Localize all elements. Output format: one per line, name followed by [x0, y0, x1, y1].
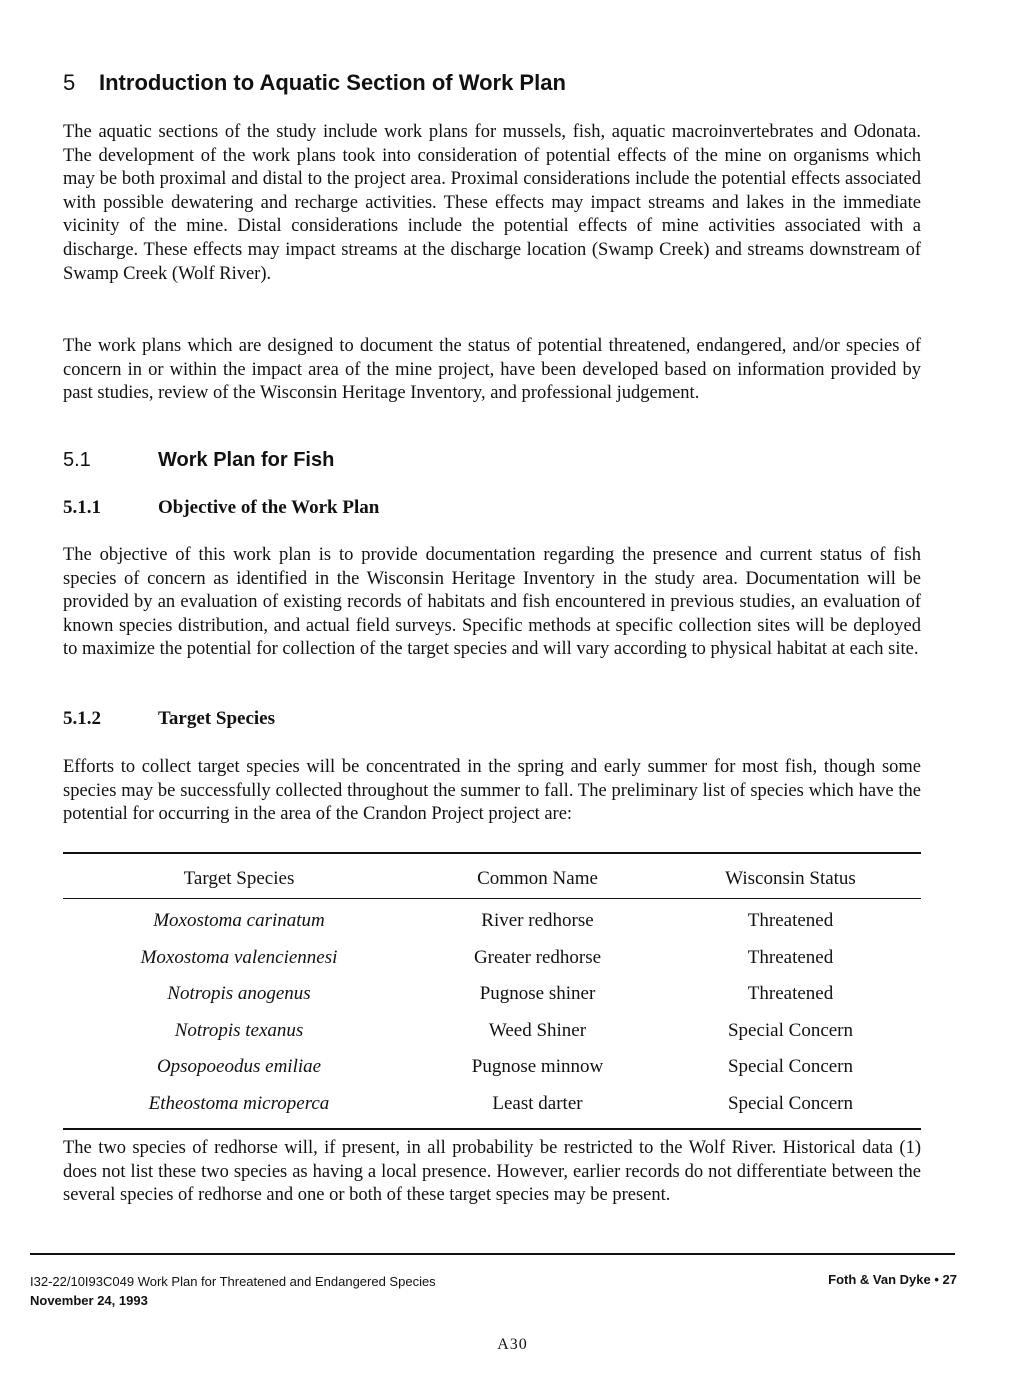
- common-name-cell: Pugnose minnow: [471, 1056, 604, 1077]
- objective-paragraph: The objective of this work plan is to provide documentation regarding the presence and current status of fish species of concern as identified in the Wisconsin Heritage Inventory in the study area. Documentation will be provided by an evaluation of existing records of habitats and fish encountered in previous studies, an evaluation of known species distribution, and actual field surveys. Specific methods at specific collection sites will be deployed to maximize the potential for collection of the target species and will vary according to physical habitat at each site.: [63, 545, 921, 660]
- species-cell: Notropis texanus: [174, 1019, 304, 1041]
- species-cell: Moxostoma carinatum: [153, 910, 325, 931]
- species-cell: Moxostoma valenciennesi: [140, 946, 338, 968]
- subsection-title: Target Species: [158, 708, 275, 729]
- table-row: [63, 1049, 921, 1086]
- column-header: Wisconsin Status: [725, 868, 856, 889]
- table-bottom-rule: [63, 1128, 921, 1130]
- status-cell: Special Concern: [727, 1056, 854, 1077]
- page-mark: A30: [497, 1336, 528, 1353]
- footer-firm-page: Foth & Van Dyke • 27: [828, 1272, 957, 1287]
- species-table: [63, 852, 921, 1130]
- table-header-rule: [63, 898, 921, 899]
- work-plans-paragraph: The work plans which are designed to document the status of potential threatened, endangered, and/or species of concern in or within the impact area of the mine project, have been developed based on information provided by past studies, review of the Wisconsin Heritage Inventory, and professional judgement.: [63, 336, 921, 404]
- section-heading: [63, 70, 566, 96]
- subsection-number: 5.1: [63, 449, 91, 471]
- common-name-cell: Weed Shiner: [488, 1019, 587, 1041]
- column-header: Common Name: [477, 868, 598, 889]
- table-row: [63, 903, 921, 940]
- subsection-heading-5-1: [63, 449, 334, 472]
- status-cell: Threatened: [747, 910, 834, 931]
- subsection-title: Objective of the Work Plan: [158, 497, 380, 518]
- footer-date: November 24, 1993: [30, 1293, 148, 1308]
- subsection-number: 5.1.1: [63, 497, 101, 518]
- footer-left: [30, 1272, 436, 1310]
- section-number: 5: [63, 70, 76, 95]
- subsection-heading-5-1-1: [63, 497, 379, 519]
- redhorse-paragraph: The two species of redhorse will, if present, in all probability be restricted to the Wolf River. Historical data (1) does not list these two species as having a local presence. However, earlier records do not differentiate between the several species of redhorse and one or both of these target species may be present.: [63, 1138, 921, 1206]
- table-top-rule: [63, 852, 921, 854]
- status-cell: Special Concern: [727, 1092, 854, 1114]
- common-name-cell: Pugnose shiner: [479, 983, 596, 1004]
- common-name-cell: River redhorse: [481, 910, 594, 931]
- footer-rule: [30, 1253, 955, 1255]
- section-title: Introduction to Aquatic Section of Work Plan: [99, 70, 566, 95]
- table-row: [63, 1086, 921, 1123]
- species-cell: Etheostoma microperca: [148, 1092, 330, 1114]
- subsection-title: Work Plan for Fish: [158, 449, 335, 471]
- species-cell: Notropis anogenus: [167, 983, 311, 1004]
- status-cell: Threatened: [747, 946, 834, 968]
- table-row: [63, 976, 921, 1013]
- common-name-cell: Greater redhorse: [473, 946, 602, 968]
- status-cell: Special Concern: [727, 1019, 854, 1041]
- status-cell: Threatened: [747, 983, 834, 1004]
- target-paragraph: Efforts to collect target species will be concentrated in the spring and early summer for most fish, though some species may be successfully collected throughout the summer to fall. The preliminary list of species which have the potential for occurring in the area of the Crandon Project project are:: [63, 757, 921, 825]
- table-header-row: [63, 864, 921, 894]
- subsection-heading-5-1-2: [63, 708, 275, 730]
- common-name-cell: Least darter: [492, 1092, 583, 1114]
- table-row: [63, 1013, 921, 1050]
- subsection-number: 5.1.2: [63, 708, 101, 729]
- footer-doc-id: I32-22/10I93C049 Work Plan for Threatened and Endangered Species: [30, 1274, 436, 1289]
- species-cell: Opsopoeodus emiliae: [156, 1056, 322, 1077]
- table-row: [63, 940, 921, 977]
- column-header: Target Species: [183, 868, 295, 889]
- intro-paragraph: The aquatic sections of the study include work plans for mussels, fish, aquatic macroinvertebrates and Odonata. The development of the work plans took into consideration of potential effects of the mine on organisms which may be both proximal and distal to the project area. Proximal considerations include the potential effects associated with possible dewatering and recharge activities. These effects may impact streams and lakes in the immediate vicinity of the mine. Distal considerations include the potential effects of mine activities associated with a discharge. These effects may impact streams at the discharge location (Swamp Creek) and streams downstream of Swamp Creek (Wolf River).: [63, 122, 921, 284]
